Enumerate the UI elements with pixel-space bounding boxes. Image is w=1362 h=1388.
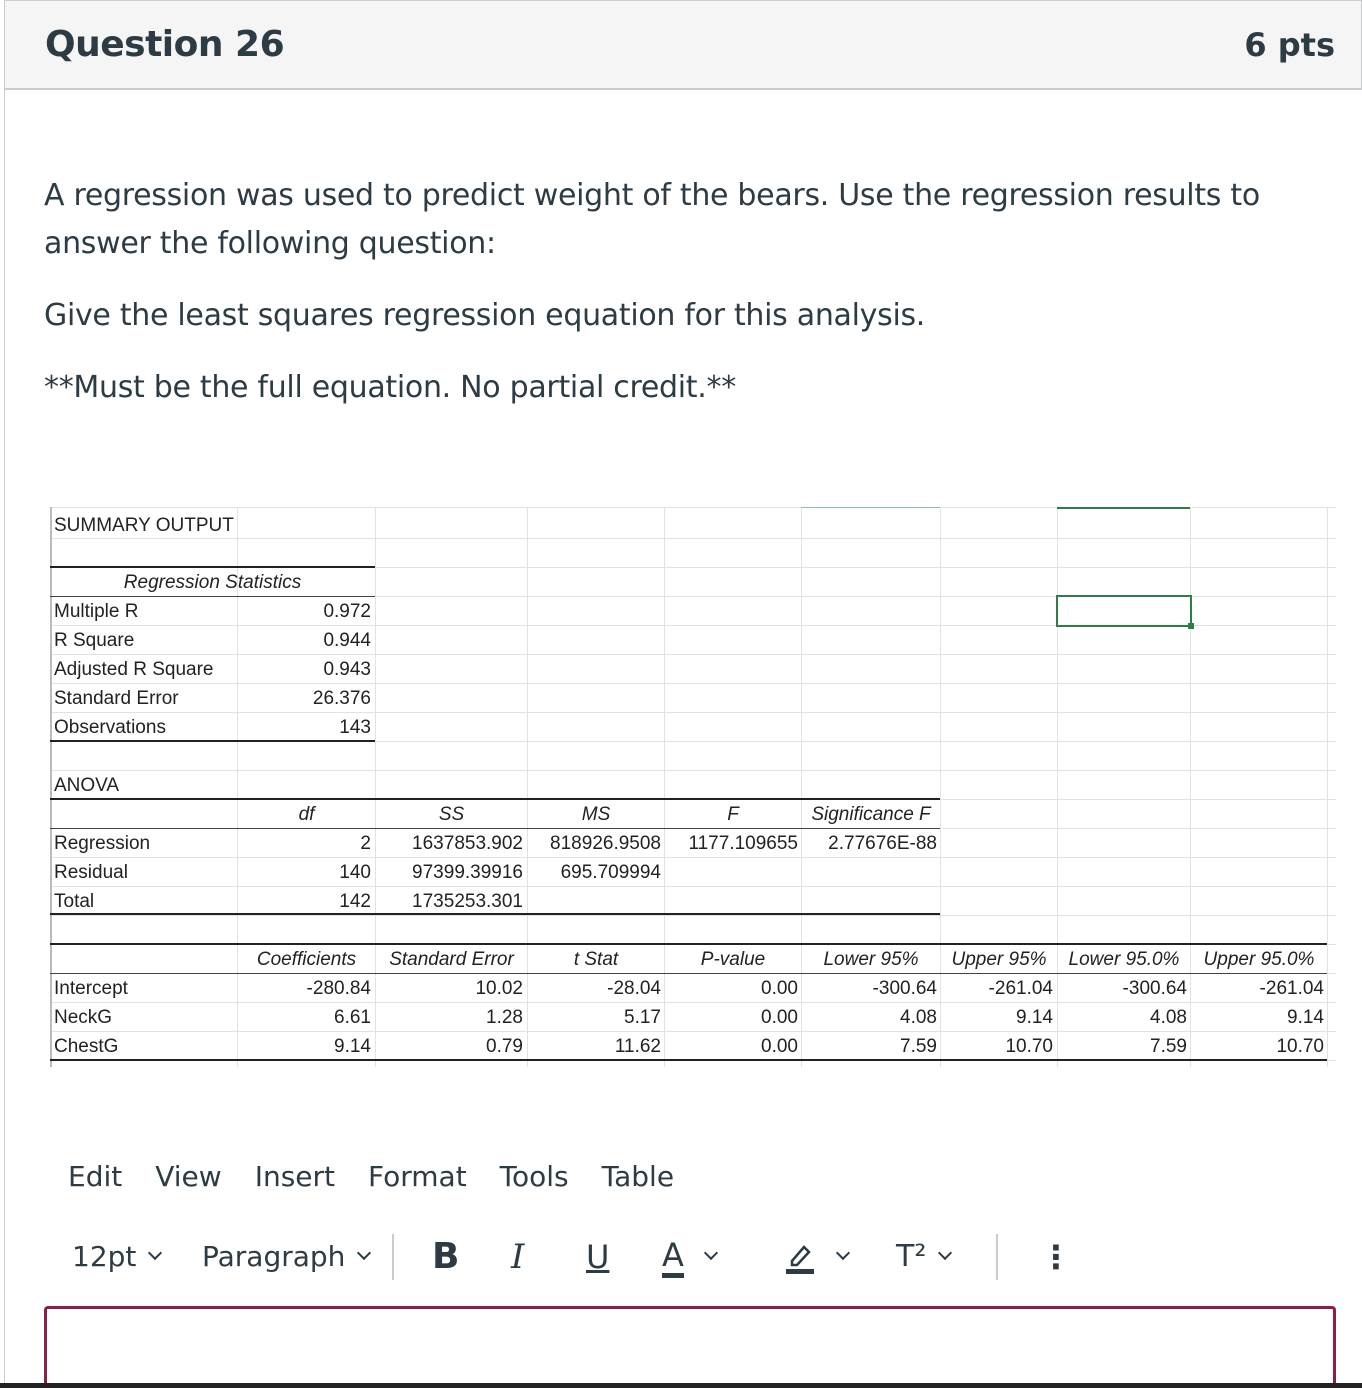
coef-cell: -300.64 [872,978,937,999]
regression-stats-header: Regression Statistics [123,572,302,593]
editor-toolbar [68,1232,1072,1282]
superscript-button[interactable] [896,1232,950,1282]
more-options-button[interactable] [1040,1232,1072,1282]
coef-header-coef: Coefficients [256,949,357,970]
coef-header-l950: Lower 95.0% [1068,949,1180,970]
fill-handle[interactable] [1188,623,1194,629]
menu-tools[interactable]: Tools [499,1160,569,1193]
question-title: Question 26 [45,24,285,65]
font-size-value: 12pt [72,1240,137,1273]
coef-header-t: t Stat [573,949,619,970]
selected-cell[interactable] [1056,595,1192,627]
coef-header-u95: Upper 95% [951,949,1047,970]
coef-cell: -261.04 [1259,978,1324,999]
stat-label: Multiple R [54,601,139,622]
anova-header-f: F [727,804,739,825]
coef-cell: 0.00 [761,978,798,999]
grid-line [50,538,1336,539]
coef-cell: 4.08 [900,1007,937,1028]
coef-cell: 10.70 [1005,1036,1053,1057]
italic-button[interactable] [511,1232,524,1282]
grid-line [1327,507,1328,1067]
coef-cell: 0.79 [486,1036,523,1057]
menu-edit[interactable]: Edit [68,1160,123,1193]
coef-cell: 11.62 [614,1036,661,1057]
anova-cell: 818926.9508 [550,833,661,854]
coef-cell: 5.17 [624,1007,661,1028]
menu-format[interactable]: Format [368,1160,467,1193]
editor-menubar [68,1160,707,1193]
prompt-paragraph-3: **Must be the full equation. No partial credit.** [44,370,736,405]
anova-header-ss: SS [438,804,465,825]
anova-title: ANOVA [54,775,120,796]
coef-cell: -280.84 [306,978,371,999]
coef-cell: 9.14 [1016,1007,1053,1028]
chevron-down-icon [836,1246,850,1260]
superscript-icon: T² [896,1239,927,1274]
answer-editor[interactable] [44,1306,1336,1388]
chevron-down-icon [357,1246,371,1260]
coef-cell: 6.61 [334,1007,371,1028]
coef-cell: 4.08 [1150,1007,1187,1028]
cell-accent [1057,507,1190,509]
coef-cell: -300.64 [1122,978,1187,999]
anova-header-df: df [298,804,315,825]
highlight-color-button[interactable] [784,1232,848,1282]
stat-label: Adjusted R Square [54,659,214,680]
stat-value: 26.376 [312,688,371,709]
table-rule [50,1059,1327,1061]
coef-cell: -28.04 [607,978,661,999]
coef-header-l95: Lower 95% [823,949,919,970]
stat-value: 143 [339,717,371,738]
prompt-paragraph-2: Give the least squares regression equation for this analysis. [44,298,926,333]
stat-value: 0.972 [323,601,371,622]
toolbar-separator [392,1234,394,1280]
anova-cell: 2 [360,833,371,854]
coef-cell: 10.02 [475,978,523,999]
anova-row-label: Residual [54,862,128,883]
page-bottom-edge [0,1383,1362,1388]
question-header [4,0,1362,90]
anova-cell: 1637853.902 [412,833,523,854]
coef-cell: 7.59 [900,1036,937,1057]
coef-row-label: NeckG [54,1007,113,1028]
anova-cell: 1735253.301 [412,891,523,912]
coef-cell: 0.00 [761,1007,798,1028]
coef-cell: 10.70 [1276,1036,1324,1057]
anova-cell: 695.709994 [560,862,661,883]
coef-header-se: Standard Error [389,949,514,970]
more-vertical-icon: ⋮ [1040,1238,1072,1276]
underline-button[interactable] [586,1232,609,1282]
coef-cell: 9.14 [1287,1007,1324,1028]
coef-cell: 9.14 [334,1036,371,1057]
table-rule [50,913,940,915]
coef-cell: 0.00 [761,1036,798,1057]
summary-title: SUMMARY OUTPUT [54,515,234,536]
stat-value: 0.943 [323,659,371,680]
anova-cell: 1177.109655 [688,833,798,854]
toolbar-separator [996,1234,998,1280]
bold-icon: B [432,1236,460,1277]
stat-label: Standard Error [54,688,179,709]
text-color-icon: A [662,1237,684,1278]
prompt-paragraph-1: A regression was used to predict weight of the bears. Use the regression results to answer the following question: [44,178,1260,261]
anova-cell: 97399.39916 [412,862,523,883]
chevron-down-icon [148,1246,162,1260]
coef-cell: -261.04 [988,978,1053,999]
coef-header-p: P-value [700,949,766,970]
stat-label: Observations [54,717,166,738]
menu-insert[interactable]: Insert [254,1160,335,1193]
anova-header-ms: MS [581,804,611,825]
anova-header-sig: Significance F [811,804,931,825]
coef-row-label: Intercept [54,978,128,999]
anova-row-label: Regression [54,833,151,854]
text-color-button[interactable] [662,1232,716,1282]
regression-output-image [44,507,1336,1072]
coef-header-u950: Upper 95.0% [1203,949,1315,970]
chevron-down-icon [938,1246,952,1260]
coef-row-label: ChestG [54,1036,119,1057]
cell-accent [801,507,940,508]
stat-label: R Square [54,630,135,651]
anova-cell: 140 [339,862,371,883]
anova-row-label: Total [54,891,95,912]
chevron-down-icon [704,1246,718,1260]
block-format-value: Paragraph [202,1240,346,1273]
table-rule [50,740,375,742]
italic-icon: I [511,1237,525,1277]
menu-table[interactable]: Table [601,1160,675,1193]
question-points: 6 pts [1244,25,1335,64]
stat-value: 0.944 [323,630,371,651]
anova-cell: 142 [339,891,371,912]
font-size-select[interactable] [72,1232,160,1282]
coef-cell: 7.59 [1150,1036,1187,1057]
underline-icon: U [586,1238,610,1276]
coef-cell: 1.28 [486,1007,523,1028]
menu-view[interactable]: View [155,1160,222,1193]
grid-line [50,770,1336,771]
highlighter-icon [784,1239,816,1275]
anova-cell: 2.77676E-88 [828,833,937,854]
block-format-select[interactable] [202,1232,369,1282]
bold-button[interactable] [432,1232,459,1282]
